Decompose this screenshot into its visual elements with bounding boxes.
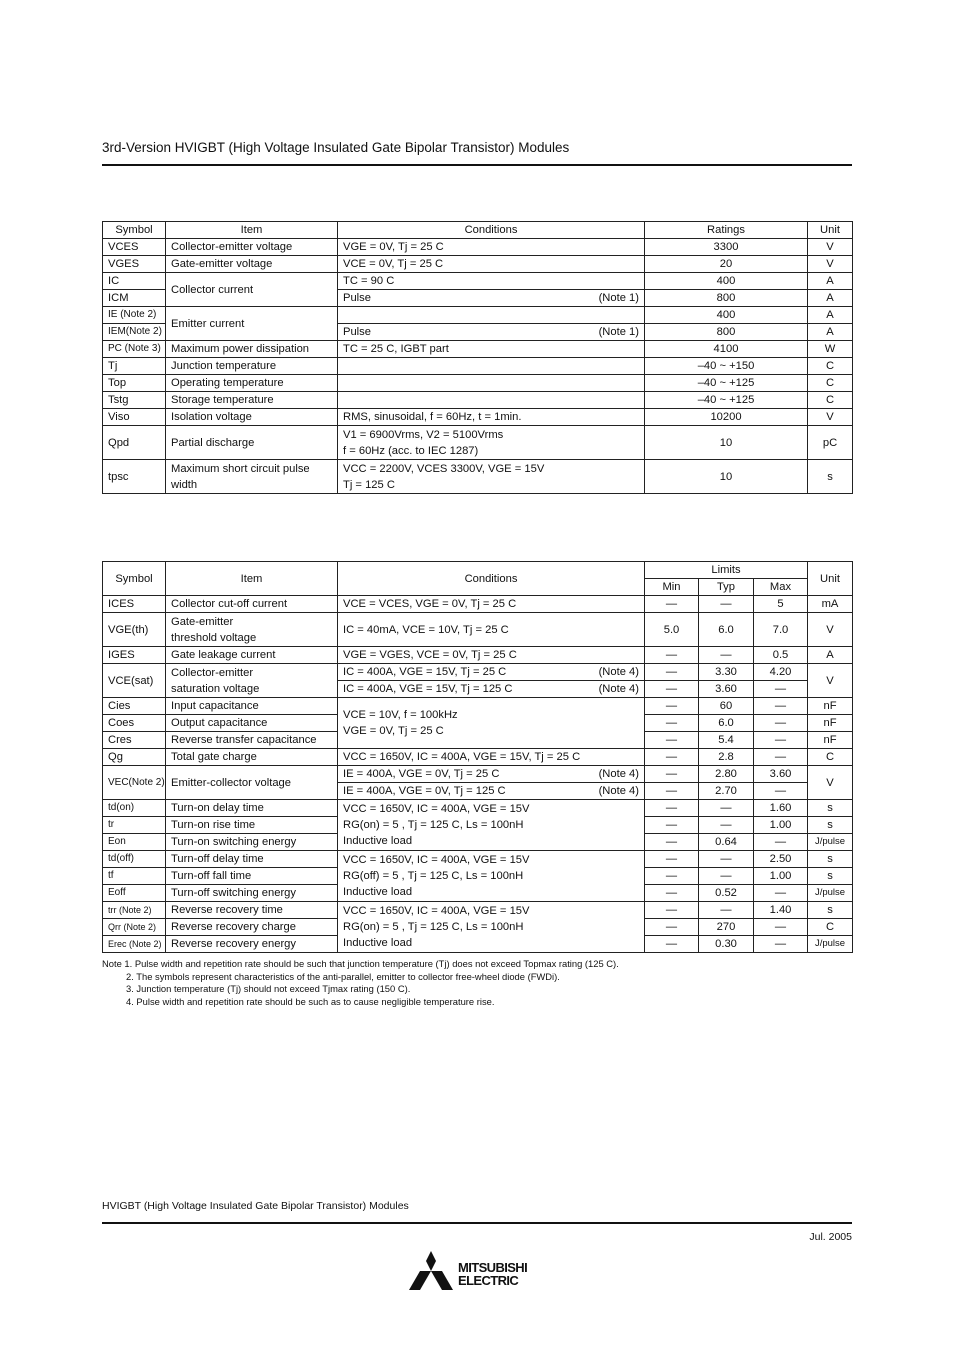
unit-cell: V [808, 664, 853, 698]
typ-cell: 60 [699, 698, 754, 715]
note-ref: (Note 4) [598, 785, 639, 797]
max-cell: 3.60 [754, 766, 808, 783]
condition-cell [338, 664, 645, 681]
condition-text: IE = 400A, VGE = 0V, Tj = 125 C [343, 785, 506, 797]
symbol-cell: tf [103, 868, 166, 885]
max-cell: — [754, 936, 808, 953]
typ-cell: — [699, 817, 754, 834]
page-title: 3rd-Version HVIGBT (High Voltage Insulated Gate Bipolar Transistor) Modules [102, 140, 570, 155]
condition-cell [338, 698, 645, 749]
table-row [103, 902, 853, 919]
table-header-row [103, 562, 853, 579]
item-cell: Storage temperature [166, 392, 338, 409]
symbol-cell: Qpd [103, 426, 166, 460]
unit-cell: s [808, 817, 853, 834]
table-row [103, 851, 853, 868]
col-header: Unit [808, 562, 853, 596]
item-cell: Turn-on delay time [166, 800, 338, 817]
max-cell: — [754, 732, 808, 749]
condition-cell: IC = 40mA, VCE = 10V, Tj = 25 C [338, 613, 645, 647]
unit-cell: V [808, 256, 853, 273]
condition-text: VCC = 2200V, VCES 3300V, VGE = 15V [343, 462, 545, 475]
unit-cell: J/pulse [808, 885, 853, 902]
unit-cell: mA [808, 596, 853, 613]
table-row [103, 239, 853, 256]
condition-cell [338, 851, 645, 902]
unit-cell: C [808, 919, 853, 936]
symbol-cell: IEM(Note 2) [103, 324, 166, 341]
max-cell: 5 [754, 596, 808, 613]
item-text: saturation voltage [171, 682, 260, 695]
typ-cell: — [699, 647, 754, 664]
table-header-row [103, 222, 853, 239]
table-row [103, 749, 853, 766]
item-cell: Input capacitance [166, 698, 338, 715]
typ-cell: 5.4 [699, 732, 754, 749]
item-text: Collector-emitter [171, 666, 254, 679]
symbol-cell: IGES [103, 647, 166, 664]
max-cell: — [754, 783, 808, 800]
max-cell: — [754, 885, 808, 902]
min-cell: — [645, 800, 699, 817]
max-cell: 1.60 [754, 800, 808, 817]
item-cell: Turn-on rise time [166, 817, 338, 834]
condition-text: VGE = 0V, Tj = 25 C [343, 725, 444, 737]
item-text: threshold voltage [171, 631, 257, 644]
rating-cell: –40 ~ +150 [645, 358, 808, 375]
condition-text: VCC = 1650V, IC = 400A, VGE = 15V [343, 854, 530, 866]
min-cell: — [645, 681, 699, 698]
notes-section [102, 958, 619, 1008]
typ-cell: 6.0 [699, 613, 754, 647]
note-item: 4. Pulse width and repetition rate should be such as to cause negligible temperature rise. [126, 995, 495, 1007]
col-header-min: Min [645, 579, 699, 596]
typ-cell: 270 [699, 919, 754, 936]
condition-text: IC = 400A, VGE = 15V, Tj = 125 C [343, 683, 513, 695]
condition-cell [338, 324, 645, 341]
symbol-cell: ICES [103, 596, 166, 613]
col-header: Symbol [103, 562, 166, 596]
min-cell: — [645, 783, 699, 800]
max-cell: — [754, 681, 808, 698]
unit-cell: V [808, 613, 853, 647]
symbol-cell: IC [103, 273, 166, 290]
condition-cell [338, 766, 645, 783]
condition-text: RG(on) = 5 , Tj = 125 C, Ls = 100nH [343, 819, 524, 831]
symbol-cell: VGES [103, 256, 166, 273]
note-item: 2. The symbols represent characteristics of the anti-parallel, emitter to collector free-wheel diode (FWDi). [126, 970, 560, 982]
typ-cell: 0.30 [699, 936, 754, 953]
condition-text: VCC = 1650V, IC = 400A, VGE = 15V [343, 803, 530, 815]
unit-cell: J/pulse [808, 834, 853, 851]
max-cell: 1.00 [754, 868, 808, 885]
item-cell: Reverse recovery time [166, 902, 338, 919]
min-cell: — [645, 851, 699, 868]
table-row [103, 766, 853, 783]
condition-text: IE = 400A, VGE = 0V, Tj = 25 C [343, 768, 500, 780]
min-cell: — [645, 817, 699, 834]
item-cell: Turn-off switching energy [166, 885, 338, 902]
symbol-cell: Eon [103, 834, 166, 851]
item-cell: Junction temperature [166, 358, 338, 375]
note-ref: (Note 1) [598, 326, 639, 338]
condition-cell: VGE = VGES, VCE = 0V, Tj = 25 C [338, 647, 645, 664]
symbol-cell: Cies [103, 698, 166, 715]
symbol-cell: VGE(th) [103, 613, 166, 647]
table-row [103, 375, 853, 392]
table-row [103, 341, 853, 358]
condition-text: VCC = 1650V, IC = 400A, VGE = 15V [343, 905, 530, 917]
symbol-cell: Tstg [103, 392, 166, 409]
col-header: Ratings [645, 222, 808, 239]
condition-text: Pulse [343, 292, 371, 304]
symbol-cell: Qrr (Note 2) [103, 919, 166, 936]
unit-cell: nF [808, 732, 853, 749]
unit-cell: s [808, 800, 853, 817]
rating-cell: 10200 [645, 409, 808, 426]
typ-cell: 0.64 [699, 834, 754, 851]
typ-cell: 0.52 [699, 885, 754, 902]
unit-cell: pC [808, 426, 853, 460]
condition-cell [338, 307, 645, 324]
item-cell: Reverse transfer capacitance [166, 732, 338, 749]
unit-cell: C [808, 749, 853, 766]
min-cell: — [645, 919, 699, 936]
symbol-cell: VEC(Note 2) [103, 766, 166, 800]
min-cell: — [645, 936, 699, 953]
item-cell: Maximum power dissipation [166, 341, 338, 358]
note-item: 3. Junction temperature (Tj) should not exceed Tjmax rating (150 C). [126, 983, 411, 995]
condition-cell [338, 800, 645, 851]
logo-line: ELECTRIC [458, 1273, 519, 1288]
rating-cell: 4100 [645, 341, 808, 358]
item-text: width [171, 478, 198, 491]
symbol-cell: Erec (Note 2) [103, 936, 166, 953]
item-cell: Emitter current [166, 307, 338, 341]
rating-cell: –40 ~ +125 [645, 392, 808, 409]
condition-text: Tj = 125 C [343, 478, 395, 491]
typ-cell: 3.60 [699, 681, 754, 698]
max-cell: — [754, 698, 808, 715]
condition-cell [338, 783, 645, 800]
symbol-cell: Cres [103, 732, 166, 749]
item-cell: Total gate charge [166, 749, 338, 766]
note-ref: (Note 4) [598, 768, 639, 780]
condition-cell: RMS, sinusoidal, f = 60Hz, t = 1min. [338, 409, 645, 426]
item-cell: Gate leakage current [166, 647, 338, 664]
logo-line: MITSUBISHI [458, 1260, 528, 1275]
max-cell: 1.40 [754, 902, 808, 919]
table-row [103, 273, 853, 290]
condition-cell [338, 358, 645, 375]
typ-cell: — [699, 596, 754, 613]
condition-text: V1 = 6900Vrms, V2 = 5100Vrms [343, 428, 504, 441]
symbol-cell: Top [103, 375, 166, 392]
symbol-cell: td(off) [103, 851, 166, 868]
typ-cell: — [699, 868, 754, 885]
electrical-characteristics-table [102, 561, 853, 953]
typ-cell: 3.30 [699, 664, 754, 681]
min-cell: — [645, 715, 699, 732]
item-cell: Turn-off fall time [166, 868, 338, 885]
unit-cell: A [808, 324, 853, 341]
table-row [103, 256, 853, 273]
table-row [103, 460, 853, 494]
item-cell: Reverse recovery energy [166, 936, 338, 953]
condition-cell: VCE = 0V, Tj = 25 C [338, 256, 645, 273]
note-item: Note 1. Pulse width and repetition rate should be such that junction temperature (Tj) does not exceed Topmax rating (125 C). [102, 958, 619, 969]
condition-text: Inductive load [343, 937, 413, 949]
unit-cell: V [808, 409, 853, 426]
col-header: Limits [645, 562, 808, 579]
unit-cell: C [808, 392, 853, 409]
unit-cell: A [808, 307, 853, 324]
max-cell: — [754, 919, 808, 936]
note-ref: (Note 1) [598, 292, 639, 304]
col-header: Unit [808, 222, 853, 239]
max-cell: — [754, 834, 808, 851]
ratings-table [102, 221, 853, 494]
col-header: Symbol [103, 222, 166, 239]
unit-cell: nF [808, 698, 853, 715]
table-row [103, 358, 853, 375]
col-header: Item [166, 562, 338, 596]
item-cell: Collector-emitter voltage [166, 239, 338, 256]
condition-cell [338, 681, 645, 698]
max-cell: — [754, 749, 808, 766]
unit-cell: nF [808, 715, 853, 732]
rating-cell: 400 [645, 273, 808, 290]
condition-text: RG(on) = 5 , Tj = 125 C, Ls = 100nH [343, 921, 524, 933]
max-cell: 2.50 [754, 851, 808, 868]
min-cell: — [645, 902, 699, 919]
header-divider [102, 164, 852, 166]
typ-cell: 6.0 [699, 715, 754, 732]
footer-divider [102, 1222, 852, 1224]
min-cell: — [645, 868, 699, 885]
unit-cell: J/pulse [808, 936, 853, 953]
condition-cell: VCE = VCES, VGE = 0V, Tj = 25 C [338, 596, 645, 613]
unit-cell: C [808, 358, 853, 375]
condition-cell [338, 392, 645, 409]
table-row [103, 800, 853, 817]
symbol-cell: Coes [103, 715, 166, 732]
symbol-cell: Qg [103, 749, 166, 766]
note-ref: (Note 4) [598, 666, 639, 678]
unit-cell: C [808, 375, 853, 392]
condition-text: Pulse [343, 326, 371, 338]
condition-text: Inductive load [343, 886, 413, 898]
rating-cell: –40 ~ +125 [645, 375, 808, 392]
symbol-cell: PC (Note 3) [103, 341, 166, 358]
symbol-cell: Tj [103, 358, 166, 375]
rating-cell: 10 [645, 460, 808, 494]
col-header: Item [166, 222, 338, 239]
rating-cell: 20 [645, 256, 808, 273]
symbol-cell: VCE(sat) [103, 664, 166, 698]
condition-cell [338, 426, 645, 460]
max-cell: — [754, 715, 808, 732]
min-cell: — [645, 766, 699, 783]
note-ref: (Note 4) [598, 683, 639, 695]
min-cell: 5.0 [645, 613, 699, 647]
table-row [103, 647, 853, 664]
col-header: Conditions [338, 222, 645, 239]
symbol-cell: Viso [103, 409, 166, 426]
symbol-cell: IE (Note 2) [103, 307, 166, 324]
condition-cell: VGE = 0V, Tj = 25 C [338, 239, 645, 256]
table-row [103, 392, 853, 409]
typ-cell: 2.80 [699, 766, 754, 783]
min-cell: — [645, 732, 699, 749]
rating-cell: 3300 [645, 239, 808, 256]
max-cell: 4.20 [754, 664, 808, 681]
condition-cell [338, 902, 645, 953]
condition-text: VCE = 10V, f = 100kHz [343, 709, 458, 721]
unit-cell: A [808, 290, 853, 307]
unit-cell: s [808, 902, 853, 919]
item-cell [166, 664, 338, 698]
col-header: Conditions [338, 562, 645, 596]
mitsubishi-logo [408, 1250, 548, 1292]
typ-cell: 2.70 [699, 783, 754, 800]
item-cell: Collector cut-off current [166, 596, 338, 613]
typ-cell: — [699, 800, 754, 817]
typ-cell: — [699, 851, 754, 868]
item-cell: Turn-on switching energy [166, 834, 338, 851]
condition-cell: TC = 90 C [338, 273, 645, 290]
condition-cell [338, 375, 645, 392]
unit-cell: s [808, 851, 853, 868]
symbol-cell: tpsc [103, 460, 166, 494]
min-cell: — [645, 647, 699, 664]
symbol-cell: VCES [103, 239, 166, 256]
condition-cell [338, 290, 645, 307]
min-cell: — [645, 834, 699, 851]
table-row [103, 307, 853, 324]
item-cell [166, 613, 338, 647]
rating-cell: 800 [645, 290, 808, 307]
unit-cell: s [808, 460, 853, 494]
item-cell: Isolation voltage [166, 409, 338, 426]
three-diamonds-icon [408, 1250, 454, 1292]
table-row [103, 409, 853, 426]
table-row [103, 698, 853, 715]
col-header-typ: Typ [699, 579, 754, 596]
max-cell: 0.5 [754, 647, 808, 664]
logo-wordmark [458, 1261, 527, 1287]
item-cell [166, 460, 338, 494]
rating-cell: 800 [645, 324, 808, 341]
condition-text: f = 60Hz (acc. to IEC 1287) [343, 444, 479, 457]
item-text: Maximum short circuit pulse [171, 462, 310, 475]
item-cell: Reverse recovery charge [166, 919, 338, 936]
min-cell: — [645, 698, 699, 715]
footer-text: HVIGBT (High Voltage Insulated Gate Bipolar Transistor) Modules [102, 1200, 409, 1212]
col-header-max: Max [754, 579, 808, 596]
max-cell: 1.00 [754, 817, 808, 834]
unit-cell: A [808, 647, 853, 664]
item-cell: Partial discharge [166, 426, 338, 460]
condition-cell: TC = 25 C, IGBT part [338, 341, 645, 358]
item-text: Gate-emitter [171, 615, 234, 628]
condition-text: Inductive load [343, 835, 413, 847]
condition-text: RG(off) = 5 , Tj = 125 C, Ls = 100nH [343, 870, 524, 882]
unit-cell: V [808, 239, 853, 256]
table-row [103, 664, 853, 681]
condition-text: IC = 400A, VGE = 15V, Tj = 25 C [343, 666, 507, 678]
symbol-cell: td(on) [103, 800, 166, 817]
min-cell: — [645, 885, 699, 902]
table-row [103, 426, 853, 460]
condition-cell: VCC = 1650V, IC = 400A, VGE = 15V, Tj = 25 C [338, 749, 645, 766]
min-cell: — [645, 596, 699, 613]
rating-cell: 10 [645, 426, 808, 460]
item-cell: Operating temperature [166, 375, 338, 392]
max-cell: 7.0 [754, 613, 808, 647]
footer-date: Jul. 2005 [809, 1231, 852, 1243]
item-cell: Gate-emitter voltage [166, 256, 338, 273]
table-row [103, 596, 853, 613]
table-row [103, 613, 853, 647]
min-cell: — [645, 664, 699, 681]
item-cell: Output capacitance [166, 715, 338, 732]
rating-cell: 400 [645, 307, 808, 324]
item-cell: Turn-off delay time [166, 851, 338, 868]
item-cell: Emitter-collector voltage [166, 766, 338, 800]
unit-cell: W [808, 341, 853, 358]
item-cell: Collector current [166, 273, 338, 307]
condition-cell [338, 460, 645, 494]
typ-cell: — [699, 902, 754, 919]
unit-cell: A [808, 273, 853, 290]
symbol-cell: Eoff [103, 885, 166, 902]
unit-cell: V [808, 766, 853, 800]
unit-cell: s [808, 868, 853, 885]
symbol-cell: trr (Note 2) [103, 902, 166, 919]
symbol-cell: ICM [103, 290, 166, 307]
symbol-cell: tr [103, 817, 166, 834]
typ-cell: 2.8 [699, 749, 754, 766]
min-cell: — [645, 749, 699, 766]
